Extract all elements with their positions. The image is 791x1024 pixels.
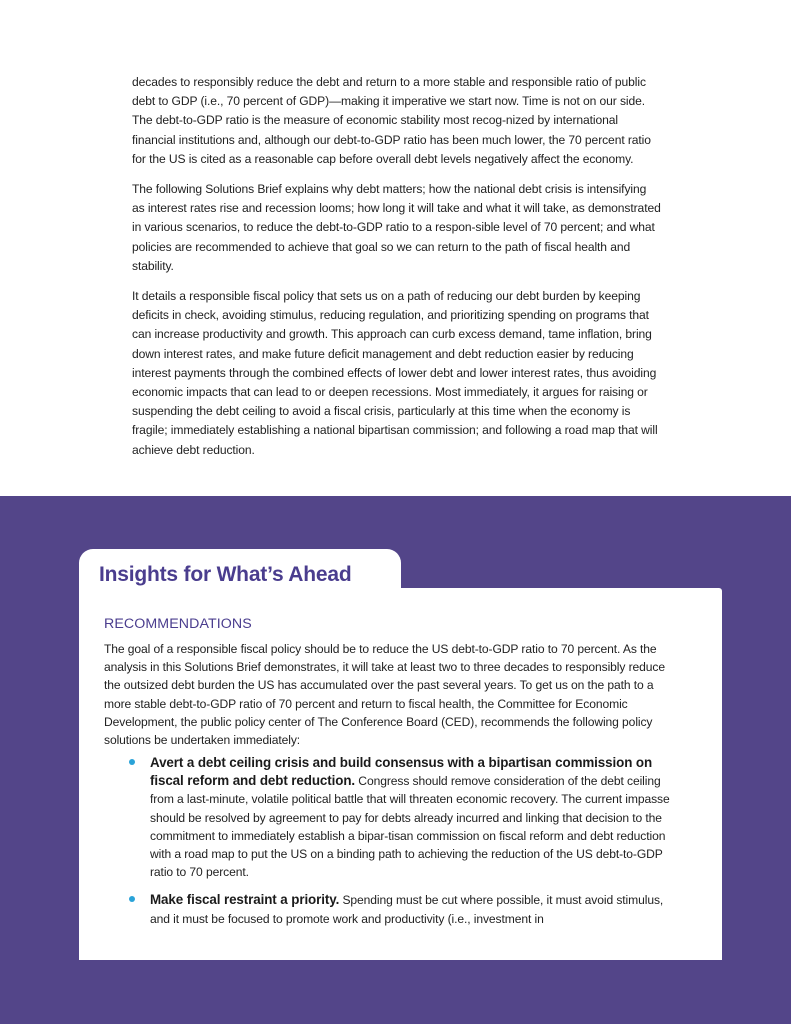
bullet-lead: Avert a debt ceiling crisis and build consensus with a bipartisan commission on fiscal reform and debt reduction. (150, 755, 653, 789)
recommendations-heading: RECOMMENDATIONS (104, 616, 252, 632)
bullet-text: Spending must be cut where possible, it must avoid stimulus, and it must be focused to promote work and productivity (i.e., investment in (150, 893, 664, 926)
bullet-lead: Make fiscal restraint a priority. (150, 892, 340, 908)
insights-title: Insights for What’s Ahead (99, 563, 352, 586)
intro-paragraph-3: It details a responsible fiscal policy that sets us on a path of reducing our debt burden by keeping deficits in check, avoiding stimulus, reducing regulation, and prioritizing spending on programs that can increase productivity and growth. This approach can curb excess demand, tame inflation, bring down interest rates, and make future deficit management and debt reduction easier by reducing interest payments through the combined effects of lower debt and lower interest rates, thus avoiding economic impacts that can lead to or deepen recessions. Most immediately, it argues for raising or suspending the debt ceiling to avoid a fiscal crisis, particularly at this time when the economy is fragile; immediately establishing a national bipartisan commission; and following a road map that will achieve debt reduction. (132, 289, 658, 457)
intro-section (0, 0, 791, 496)
intro-paragraph-2: The following Solutions Brief explains why debt matters; how the national debt crisis is intensifying as interest rates rise and recession looms; how long it will take and what it will take, as demonstrated in various scenarios, to reduce the debt-to-GDP ratio to a respon-sible level of 70 percent; and what policies are recommended to achieve that goal so we can return to the path of fiscal health and stability. (132, 182, 661, 273)
list-item (128, 891, 678, 927)
recommendations-intro: The goal of a responsible fiscal policy should be to reduce the US debt-to-GDP ratio to 70 percent. As the analysis in this Solutions Brief demonstrates, it will take at least two to three decades to responsibly reduce the outsized debt burden the US has accumulated over the past several years. To get us on the path to a more stable debt-to-GDP ratio of 70 percent and return to fiscal health, the Committee for Economic Development, the public policy center of The Conference Board (CED), recommends the following policy solutions be undertaken immediately: (104, 642, 665, 748)
intro-text (132, 73, 662, 471)
bullet-text: Congress should remove consideration of the debt ceiling from a last-minute, volatile political battle that will threaten economic recovery. The current impasse should be resolved by agreement to pay for debts already incurred and linking that decision to the commitment to immediately establish a bipar-tisan commission on fiscal reform and debt reduction with a road map to put the US on a binding path to achieving the reduction of the US debt-to-GDP ratio to 70 percent. (150, 774, 670, 880)
intro-paragraph-1: decades to responsibly reduce the debt and return to a more stable and responsible ratio of public debt to GDP (i.e., 70 percent of GDP)—making it imperative we start now. Time is not on our side. The debt-to-GDP ratio is the measure of economic stability most recog-nized by international financial institutions and, although our debt-to-GDP ratio has been much lower, the 70 percent ratio for the US is cited as a reasonable cap before overall debt levels negatively affect the economy. (132, 75, 651, 166)
list-item (128, 754, 678, 881)
bullet-dot-icon (129, 896, 135, 902)
recommendations-list (128, 754, 678, 938)
recommendations-panel (79, 588, 722, 960)
bullet-dot-icon (129, 759, 135, 765)
